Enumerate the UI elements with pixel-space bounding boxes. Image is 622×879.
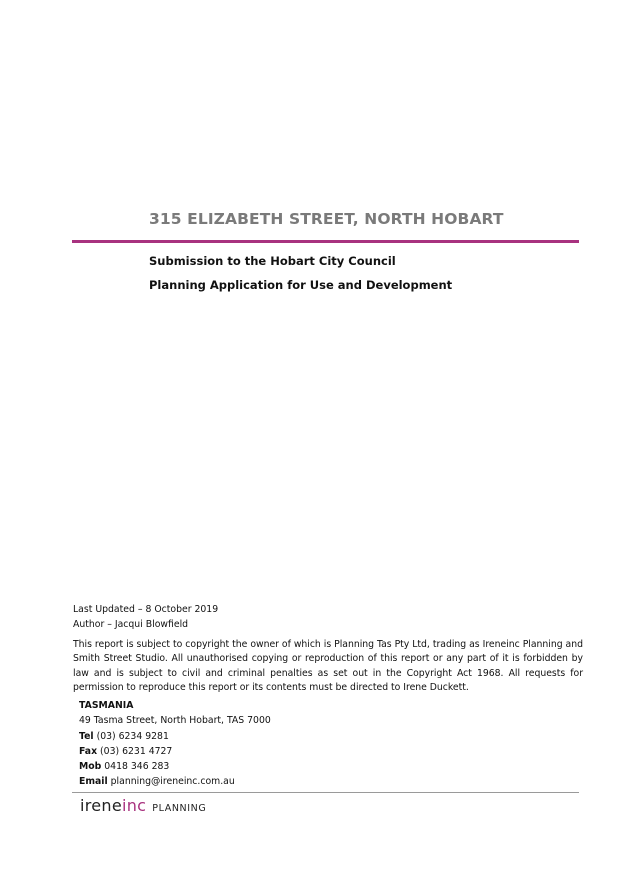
logo-word-inc: inc — [122, 796, 147, 815]
contact-mobile — [79, 761, 169, 772]
application-subtitle: Planning Application for Use and Development — [149, 278, 453, 292]
mobile-label: Mob — [79, 761, 102, 772]
last-updated: Last Updated – 8 October 2019 — [73, 604, 219, 615]
copyright-notice: This report is subject to copyright the owner of which is Planning Tas Pty Ltd, trading as Ireneinc Planning and Smith Street Studio. All unauthorised copying or reproduction of this report or any part of it is forbidden by law and is subject to civil and criminal penalties as set out in the Copyright Act 1968. All requests for permission to reproduce this report or its contents must be directed to Irene Duckett. — [73, 639, 583, 693]
ireneinc-logo — [80, 796, 206, 815]
logo-word-irene: irene — [80, 796, 122, 815]
mobile-value: 0418 346 283 — [101, 761, 170, 772]
contact-email — [79, 776, 235, 787]
document-title: 315 ELIZABETH STREET, NORTH HOBART — [149, 210, 504, 228]
fax-label: Fax — [79, 746, 98, 757]
email-value: planning@ireneinc.com.au — [107, 776, 235, 787]
author-line: Author – Jacqui Blowfield — [73, 619, 189, 630]
logo-word-planning: PLANNING — [152, 803, 207, 814]
title-divider — [72, 240, 579, 243]
phone-label: Tel — [79, 731, 94, 742]
contact-address: 49 Tasma Street, North Hobart, TAS 7000 — [79, 715, 271, 726]
submission-subtitle: Submission to the Hobart City Council — [149, 254, 396, 268]
contact-state: TASMANIA — [79, 700, 134, 711]
contact-phone — [79, 731, 169, 742]
phone-value: (03) 6234 9281 — [93, 731, 169, 742]
fax-value: (03) 6231 4727 — [97, 746, 173, 757]
email-label: Email — [79, 776, 108, 787]
contact-fax — [79, 746, 172, 757]
footer-divider — [72, 792, 579, 793]
